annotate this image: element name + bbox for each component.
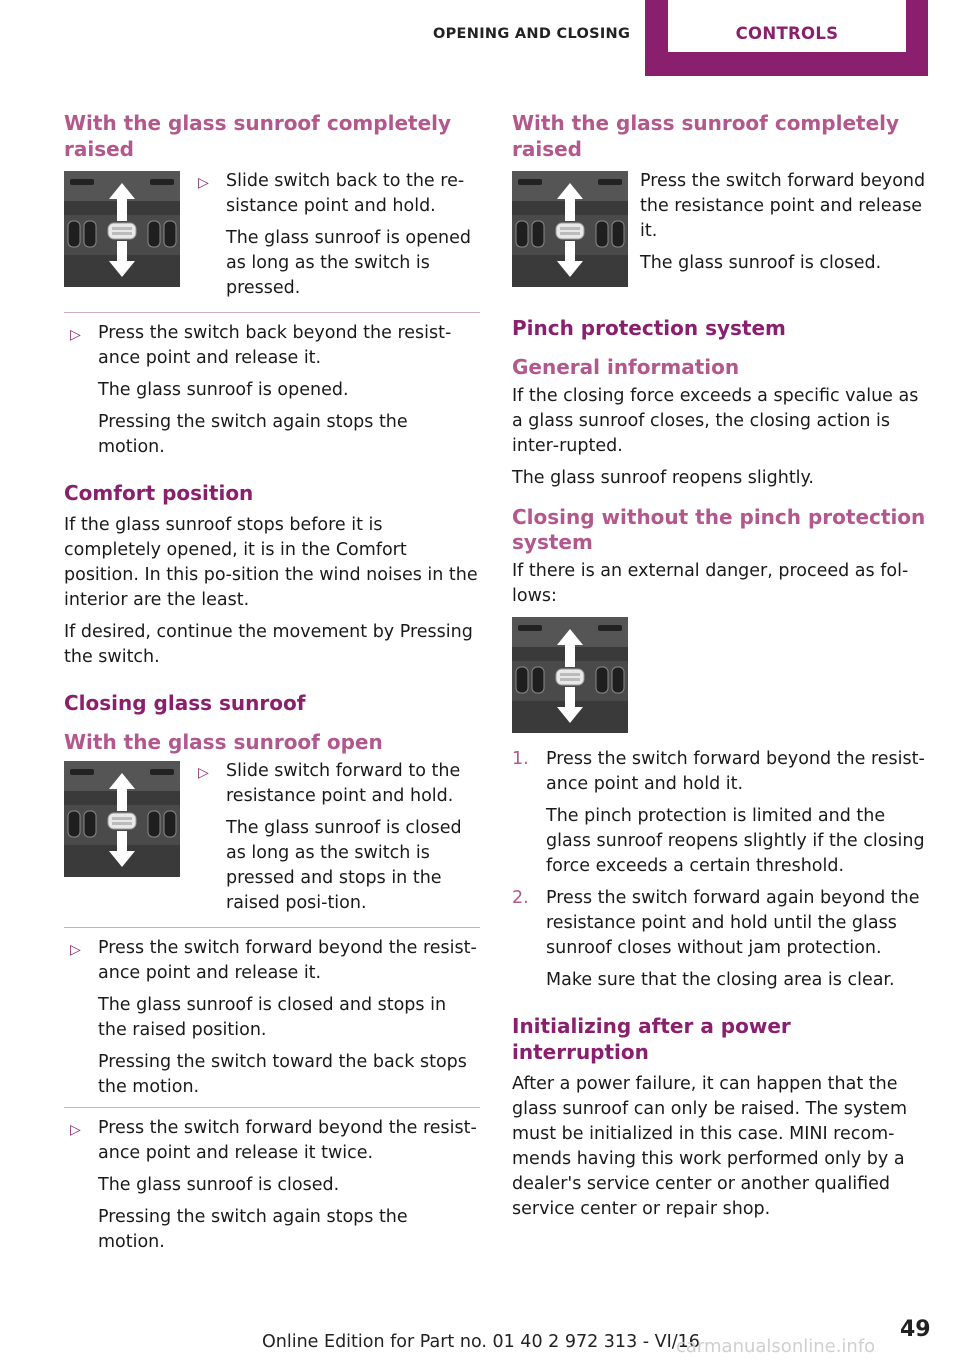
step-item: 2. Press the switch forward again beyond the resistance point and hold until the glass sunroof closes without jam protection. Make sure that the closing area is clear. [512, 888, 920, 990]
footer-edition: Online Edition for Part no. 01 40 2 972 313 - VI/16 [262, 1332, 700, 1352]
triangle-right-icon: ▷ [70, 1122, 81, 1138]
left-column [64, 110, 480, 1262]
paragraph: The glass sunroof is closed. [640, 253, 882, 273]
triangle-right-icon: ▷ [70, 942, 81, 958]
list-item: ▷ Slide switch forward to the resistance point and hold. The glass sunroof is closed as long as the switch is pressed and stops in the raised posi‐tion. [198, 761, 462, 913]
divider [64, 927, 480, 928]
sunroof-switch-image [64, 171, 180, 287]
heading-raised-close: With the glass sunroof completely raised [512, 111, 900, 161]
triangle-right-icon: ▷ [198, 765, 209, 781]
sunroof-switch-image [64, 761, 180, 877]
heading-comfort: Comfort position [64, 481, 254, 505]
paragraph: If desired, continue the movement by Pressing the switch. [64, 622, 473, 667]
step-item: 1. Press the switch forward beyond the resist‐ance point and hold it. The pinch protection is limited and the glass sunroof reopens slightly if the closing force exceeds a certain threshold. [512, 749, 925, 876]
divider [64, 1107, 480, 1108]
heading-pinch: Pinch protection system [512, 316, 786, 340]
sunroof-switch-image [512, 171, 628, 287]
heading-general: General information [512, 355, 740, 379]
list-item: ▷ Press the switch back beyond the resist‐ance point and release it. The glass sunroof is opened. Pressing the switch again stops the motion. [70, 323, 452, 457]
watermark: carmanualsonline.info [676, 1336, 876, 1357]
heading-without: Closing without the pinch protection system [512, 505, 926, 554]
paragraph: Press the switch forward beyond the resistance point and release it. [640, 171, 926, 241]
sunroof-switch-image [512, 617, 628, 733]
heading-open: With the glass sunroof open [64, 730, 383, 754]
heading-closing: Closing glass sunroof [64, 691, 306, 715]
list-item: ▷ Press the switch forward beyond the resist‐ance point and release it twice. The glass sunroof is closed. Pressing the switch again stops the motion. [70, 1118, 477, 1252]
page-number: 49 [900, 1317, 931, 1342]
heading-raised: With the glass sunroof completely raised [64, 111, 452, 161]
list-item: ▷ Press the switch forward beyond the resist‐ance point and release it. The glass sunroof is closed and stops in the raised position. Pressing the switch toward the back stops the motion. [70, 938, 477, 1097]
triangle-right-icon: ▷ [70, 327, 81, 343]
paragraph: If there is an external danger, proceed as fol‐lows: [512, 561, 909, 606]
divider [64, 312, 480, 313]
figure-block [64, 169, 480, 308]
figure-block [64, 759, 480, 923]
paragraph: After a power failure, it can happen that the glass sunroof can only be raised. The system must be initialized in this case. MINI recom‐mends having this work performed only by a dealer's service center or another qualified service center or repair shop. [512, 1074, 908, 1219]
chapter-title: CONTROLS [735, 24, 839, 43]
section-title: OPENING AND CLOSING [433, 26, 631, 42]
paragraph: If the glass sunroof stops before it is completely opened, it is in the Comfort position. In this po‐sition the wind noises in the interior are the least. [64, 515, 478, 610]
triangle-right-icon: ▷ [198, 175, 209, 191]
right-column [512, 110, 928, 1229]
heading-init: Initializing after a power interruption [512, 1014, 791, 1064]
paragraph: The glass sunroof reopens slightly. [512, 468, 814, 488]
list-item: ▷ Slide switch back to the re‐sistance point and hold. The glass sunroof is opened as long as the switch is pressed. [198, 171, 471, 298]
paragraph: If the closing force exceeds a specific value as a glass sunroof closes, the closing action is inter‐rupted. [512, 386, 919, 456]
figure-block [512, 169, 928, 287]
